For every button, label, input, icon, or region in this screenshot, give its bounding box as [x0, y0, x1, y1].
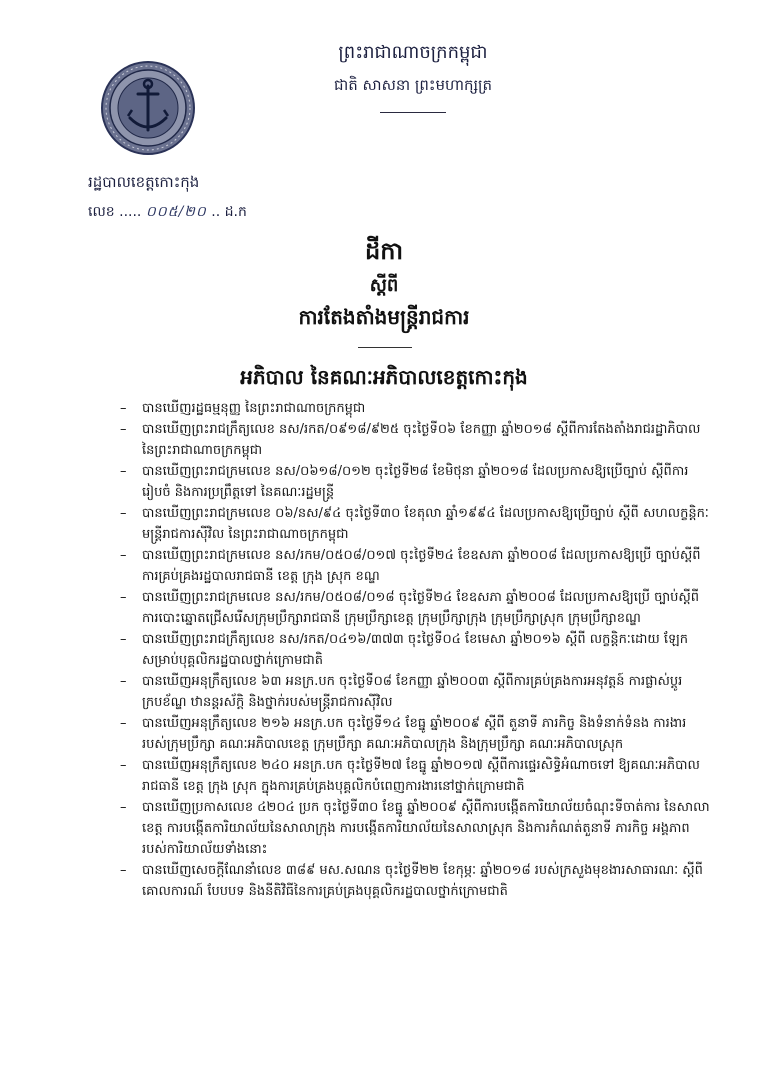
document-subject: ការតែងតាំងមន្ត្រីរាជការ	[298, 305, 470, 329]
document-type: ដីកា	[364, 237, 404, 265]
motto-divider	[380, 112, 446, 113]
list-item: – បានឃើញរដ្ឋធម្មនុញ្ញ នៃព្រះរាជាណាចក្រកម្ពុជា	[120, 401, 366, 416]
kingdom-title: ព្រះរាជាណាចក្រកម្ពុជា	[338, 42, 488, 63]
list-item: – បានឃើញអនុក្រឹត្យលេខ ២១៦ អនក្រ.បក ចុះថ្ងៃទី១៤ ខែធ្នូ ឆ្នាំ២០០៩ ស្តីពី តួនាទី ភារកិច្ច និងទំនាក់ទំនង ការងាររបស់ក្រុមប្រឹក្សា គណៈអភិបាលខេត្ត ក្រុមប្រឹក្សា គណៈអភិបាលក្រុង និងក្រុមប្រឹក្សា គណៈអភិបាលស្រុក	[120, 716, 687, 752]
list-item: – បានឃើញព្រះរាជក្រឹត្យលេខ នស/រកត/០៤១៦/៣៧៣ ចុះថ្ងៃទី០៤ ខែមេសា ឆ្នាំ២០១៦ ស្តីពី លក្ខន្តិកៈដោយ ឡែកសម្រាប់បុគ្គលិករដ្ឋបាលថ្នាក់ក្រោមជាតិ	[120, 632, 688, 668]
list-item: – បានឃើញព្រះរាជក្រមលេខ នស/រកម/០៥០៨/០១៨ ចុះថ្ងៃទី២៤ ខែឧសភា ឆ្នាំ២០០៨ ដែលប្រកាសឱ្យប្រើ ច្បាប់ស្តីពី ការបោះឆ្នោតជ្រើសរើសក្រុមប្រឹក្សារាជធានី ក្រុមប្រឹក្សាខេត្ត ក្រុមប្រឹក្សាក្រុង ក្រុមប្រឹក្សាស្រុក ក្រុមប្រឹក្សាខណ្ឌ	[120, 590, 700, 626]
list-item: – បានឃើញអនុក្រឹត្យលេខ ២៤០ អនក្រ.បក ចុះថ្ងៃទី២៧ ខែធ្នូ ឆ្នាំ២០១៧ ស្តីពីការផ្ទេរសិទ្ធិអំណាចទៅ ឱ្យគណៈអភិបាលរាជធានី ខេត្ត ក្រុង ស្រុក ក្នុងការគ្រប់គ្រងបុគ្គលិកបំពេញការងារនៅថ្នាក់ក្រោមជាតិ	[120, 758, 700, 794]
issuing-authority: អភិបាល នៃគណៈអភិបាលខេត្តកោះកុង	[240, 365, 528, 389]
list-item: – បានឃើញព្រះរាជក្រមលេខ ០៦/នស/៩៤ ចុះថ្ងៃទី៣០ ខែតុលា ឆ្នាំ១៩៩៤ ដែលប្រកាសឱ្យប្រើច្បាប់ ស្តីពី សហលក្ខន្តិកៈមន្ត្រីរាជការស៊ីវិល នៃព្រះរាជាណាចក្រកម្ពុជា	[120, 506, 709, 542]
list-item: – បានឃើញព្រះរាជក្រមលេខ នស/០៦១៨/០១២ ចុះថ្ងៃទី២៨ ខែមិថុនា ឆ្នាំ២០១៨ ដែលប្រកាសឱ្យប្រើច្បាប់ ស្តីពីការរៀបចំ និងការប្រព្រឹត្តទៅ នៃគណៈរដ្ឋមន្ត្រី	[120, 464, 689, 500]
reference-number: ០០៥/២០	[145, 204, 207, 220]
reference-prefix: លេខ	[88, 204, 115, 220]
list-item: – បានឃើញសេចក្តីណែនាំលេខ ៣៨៩ មស.សណន ចុះថ្ងៃទី២២ ខែកុម្ភៈ ឆ្នាំ២០១៨ របស់ក្រសួងមុខងារសាធារណៈ ស្តីពីគោលការណ៍ បែបបទ និងនីតិវិធីនៃការគ្រប់គ្រងបុគ្គលិករដ្ឋបាលថ្នាក់ក្រោមជាតិ	[120, 863, 703, 899]
legal-references-list	[120, 398, 710, 902]
list-item: – បានឃើញព្រះរាជក្រមលេខ នស/រកម/០៥០៨/០១៧ ចុះថ្ងៃទី២៤ ខែឧសភា ឆ្នាំ២០០៨ ដែលប្រកាសឱ្យប្រើ ច្បាប់ស្តីពី ការគ្រប់គ្រងរដ្ឋបាលរាជធានី ខេត្ត ក្រុង ស្រុក ខណ្ឌ	[120, 548, 701, 584]
issuing-office: រដ្ឋបាលខេត្តកោះកុង	[88, 173, 200, 191]
title-divider	[358, 347, 412, 348]
anchor-seal-icon	[100, 60, 196, 156]
reference-suffix: ដ.ក	[224, 204, 247, 220]
list-item: – បានឃើញអនុក្រឹត្យលេខ ៦៣ អនក្រ.បក ចុះថ្ងៃទី០៨ ខែកញ្ញា ឆ្នាំ២០០៣ ស្តីពីការគ្រប់គ្រងការអនុវត្តន៍ ការផ្លាស់ប្តូរក្របខ័ណ្ឌ ឋានន្តរស័ក្តិ និងថ្នាក់របស់មន្ត្រីរាជការស៊ីវិល	[120, 674, 683, 710]
list-item: – បានឃើញប្រកាសលេខ ៤២០៤ ប្រក ចុះថ្ងៃទី៣០ ខែធ្នូ ឆ្នាំ២០០៩ ស្តីពីការបង្កើតការិយាល័យចំណុះទីចាត់ការ នៃសាលាខេត្ត ការបង្កើតការិយាល័យនៃសាលាក្រុង ការបង្កើតការិយាល័យនៃសាលាស្រុក និងការកំណត់តួនាទី ភារកិច្ច អង្គភាពរបស់ការិយាល័យទាំងនោះ	[120, 800, 710, 857]
national-motto: ជាតិ សាសនា ព្រះមហាក្សត្រ	[333, 76, 493, 94]
list-item: – បានឃើញព្រះរាជក្រឹត្យលេខ នស/រកត/០៩១៨/៩២៥ ចុះថ្ងៃទី០៦ ខែកញ្ញា ឆ្នាំ២០១៨ ស្តីពីការតែងតាំងរាជរដ្ឋាភិបាល នៃព្រះរាជាណាចក្រកម្ពុជា	[120, 422, 701, 458]
reference-line: លេខ ..... ០០៥/២០ .. ដ.ក	[88, 204, 247, 220]
document-about: ស្តីពី	[369, 275, 399, 296]
